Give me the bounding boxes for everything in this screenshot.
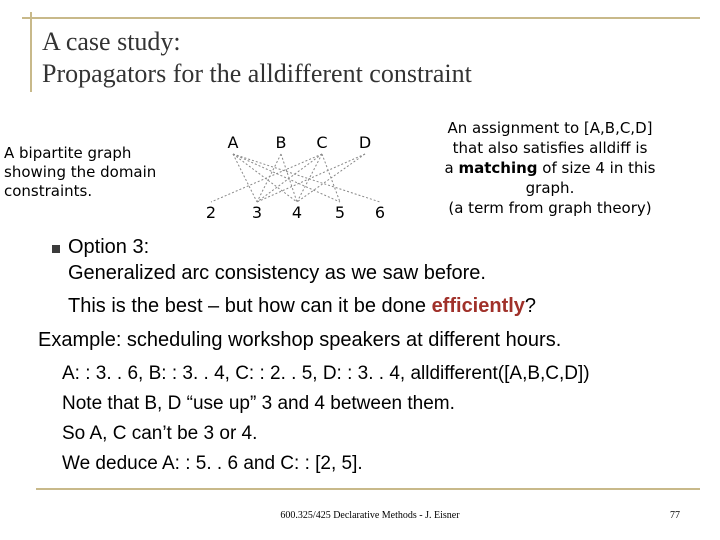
matching-note-line-3 (400, 158, 700, 178)
footer-text: 600.325/425 Declarative Methods - J. Eisner (280, 510, 460, 521)
node-3: 3 (251, 203, 263, 222)
node-C: C (316, 133, 328, 152)
frame-top-line (22, 17, 700, 19)
edge-D-3 (257, 154, 365, 202)
matching-note-post: of size 4 in this (537, 159, 656, 177)
bullet-square-icon (52, 245, 60, 253)
node-B: B (275, 133, 287, 152)
option-line-3-post: ? (524, 295, 537, 317)
graph-caption-line-1: A bipartite graph (4, 144, 132, 162)
matching-note-line-2: that also satisfies alldiff is (452, 139, 648, 157)
edge-B-3 (257, 154, 281, 202)
graph-caption-line-2: showing the domain (4, 163, 157, 181)
node-5: 5 (334, 203, 346, 222)
edge-A-4 (233, 154, 297, 202)
matching-note-line-1: An assignment to [A,B,C,D] (447, 119, 653, 137)
title-line-1: A case study: (42, 27, 181, 56)
frame-vertical-line (30, 12, 32, 92)
graph-edges (211, 154, 380, 202)
domain-line: A: : 3. . 6, B: : 3. . 4, C: : 2. . 5, D: : 3. . 4, alldifferent([A,B,C,D]) (62, 363, 590, 384)
page-number: 77 (670, 510, 680, 521)
edge-A-3 (233, 154, 257, 202)
node-6: 6 (374, 203, 386, 222)
example-line: Example: scheduling workshop speakers at different hours. (38, 329, 562, 351)
matching-term: matching (458, 159, 538, 177)
slide-title (42, 26, 682, 90)
option-line-2: Generalized arc consistency as we saw before. (68, 262, 486, 284)
bipartite-graph (195, 118, 405, 228)
graph-caption-line-3: constraints. (4, 182, 93, 200)
matching-note-line-4: graph. (525, 179, 575, 197)
title-line-2: Propagators for the alldifferent constraint (42, 59, 472, 88)
edge-A-5 (233, 154, 340, 202)
note-line: Note that B, D “use up” 3 and 4 between them. (62, 393, 455, 414)
matching-note-pre: a (444, 159, 459, 177)
so-line: So A, C can’t be 3 or 4. (62, 423, 258, 444)
edge-C-4 (297, 154, 322, 202)
matching-note (400, 118, 700, 218)
graph-caption (4, 144, 214, 201)
deduce-line: We deduce A: : 5. . 6 and C: : [2, 5]. (62, 453, 363, 474)
node-4: 4 (291, 203, 303, 222)
frame-bottom-line (36, 488, 700, 490)
efficiently-term: efficiently (431, 295, 525, 317)
option-line-3-pre: This is the best – but how can it be done (68, 295, 432, 317)
node-2: 2 (205, 203, 217, 222)
node-D: D (358, 133, 372, 152)
option-heading: Option 3: (68, 236, 150, 258)
option-line-3 (68, 294, 536, 318)
matching-note-line-5: (a term from graph theory) (448, 199, 652, 217)
node-A: A (227, 133, 239, 152)
